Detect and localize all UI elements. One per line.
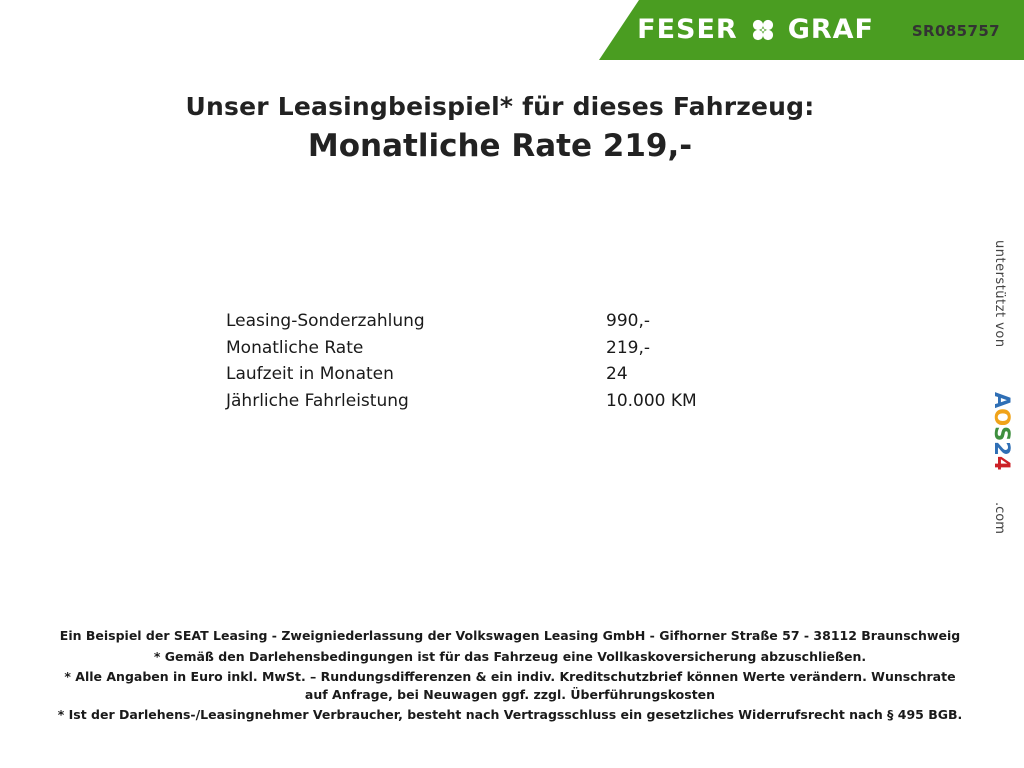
aos24-letter-o: O <box>990 408 1014 427</box>
detail-label: Laufzeit in Monaten <box>226 364 394 385</box>
footer-line-3: * Alle Angaben in Euro inkl. MwSt. – Rundungsdifferenzen & ein indiv. Kreditschutzbrief können Werte verändern. Wunschrate auf Anfrage, bei Neuwagen ggf. zzgl. Überführungskosten <box>64 668 956 702</box>
table-row <box>226 312 866 339</box>
detail-label: Jährliche Fahrleistung <box>226 391 409 412</box>
page-header <box>0 0 1024 60</box>
title-line-1: Unser Leasingbeispiel* für dieses Fahrzeug: <box>185 92 815 121</box>
footer-line-4: * Ist der Darlehens-/Leasingnehmer Verbraucher, besteht nach Vertragsschluss ein gesetzliches Widerrufsrecht nach § 495 BGB. <box>57 706 963 722</box>
clover-icon <box>750 17 776 43</box>
table-row <box>226 392 866 419</box>
detail-value: 990,- <box>606 311 650 331</box>
footer-line-1: Ein Beispiel der SEAT Leasing - Zweigniederlassung der Volkswagen Leasing GmbH - Gifhorner Straße 57 - 38112 Braunschweig <box>59 628 961 644</box>
aos24-logo <box>990 392 1014 471</box>
leasing-details <box>226 312 866 419</box>
page-title <box>0 92 1000 165</box>
legal-footer <box>0 627 1020 724</box>
aos24-digit-2: 2 <box>990 441 1014 456</box>
vehicle-code: SR085757 <box>911 22 1000 40</box>
brand-logo <box>637 14 874 45</box>
detail-label: Leasing-Sonderzahlung <box>226 311 425 331</box>
table-row <box>226 339 866 366</box>
table-row <box>226 365 866 392</box>
detail-value: 10.000 KM <box>606 391 697 412</box>
supported-by-label: unterstützt von <box>992 240 1007 348</box>
brand-name-graf: GRAF <box>787 14 874 45</box>
brand-name-feser: FESER <box>637 14 738 45</box>
footer-line-2: * Gemäß den Darlehensbedingungen ist für das Fahrzeug eine Vollkaskoversicherung abzuschließen. <box>153 648 867 664</box>
aos24-letter-a: A <box>990 392 1014 409</box>
leasing-details-table <box>226 312 866 419</box>
aos24-digit-4: 4 <box>990 455 1014 471</box>
aos24-domain: .com <box>992 502 1007 534</box>
title-line-2: Monatliche Rate 219,- <box>307 128 693 164</box>
detail-label: Monatliche Rate <box>226 337 364 358</box>
supported-by-credit <box>988 240 1022 550</box>
detail-value: 24 <box>606 364 628 385</box>
detail-value: 219,- <box>606 337 650 358</box>
aos24-letter-s: S <box>990 426 1014 442</box>
